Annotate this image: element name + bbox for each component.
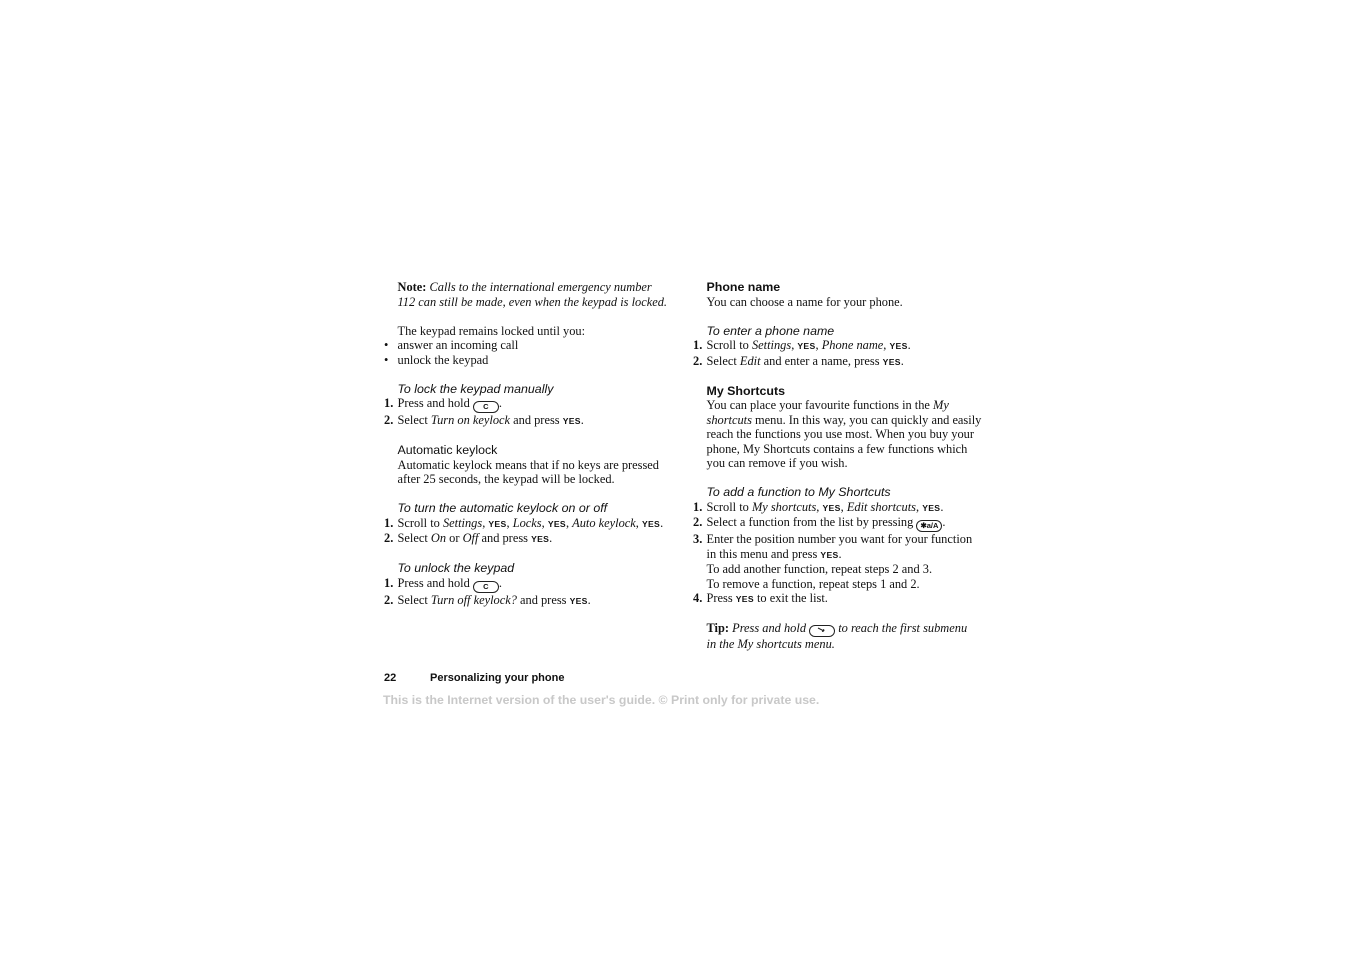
step: 2. Select Turn on keylock and press YES. — [384, 413, 584, 427]
list-item: • answer an incoming call — [384, 338, 519, 352]
add-function-heading: To add a function to My Shortcuts — [706, 485, 891, 499]
lock-manual-heading: To lock the keypad manually — [397, 381, 554, 396]
step: 1. Press and hold C . — [384, 575, 502, 591]
star-key-icon: ✱a/A — [916, 520, 942, 532]
step: 1. Scroll to My shortcuts, YES, Edit shortcuts, YES. — [693, 499, 944, 514]
step: 4. Press YES to exit the list. — [693, 591, 828, 605]
c-key-icon: C — [473, 581, 499, 593]
step: 1. Press and hold C . — [384, 396, 502, 411]
step: 1. Scroll to Settings, YES, Phone name, YES. — [693, 338, 911, 352]
section-title: Personalizing your phone — [430, 672, 565, 684]
step: 2. Select On or Off and press YES. — [384, 531, 553, 545]
page-number: 22 — [384, 672, 397, 684]
tip: Tip: Press and hold to reach the first submenu — [706, 621, 968, 635]
turn-auto-heading: To turn the automatic keylock on or off — [397, 501, 608, 515]
c-key-icon: C — [473, 401, 499, 413]
locked-intro: The keypad remains locked until you: — [397, 323, 586, 338]
left-column: Note: Calls to the international emergency number 112 can still be made, even when the keypad is locked. The keypad remains locked until you: • answer an incoming call • unlock the keypad To lock the keypad manually 1. Press and hold C . 2. Select Turn on keylock and press YES. Automatic keylock Automatic keylock means that if no keys are pressed after 25 seconds, the keypad will be locked. To turn the automatic keylock on or off 1. Scroll to Settings, YES, Locks, YES, Auto keylock, YES. 2. Select On or Off and press YES. To unlock the keypad 1. Press and hold C . 2. Select Turn off keylock? and press YES. — [384, 280, 684, 608]
list-item: • unlock the keypad — [384, 352, 489, 367]
enter-name-heading: To enter a phone name — [706, 323, 835, 338]
shortcuts-heading: My Shortcuts — [706, 383, 785, 398]
step: 2. Select Turn off keylock? and press YES. — [384, 592, 591, 607]
navigation-key-icon — [809, 625, 835, 637]
note: Note: Calls to the international emergency number — [397, 280, 652, 294]
watermark: This is the Internet version of the user's guide. © Print only for private use. — [383, 693, 820, 707]
step: 2. Select a function from the list by pressing ✱a/A . — [693, 515, 946, 530]
phone-name-heading: Phone name — [706, 280, 781, 294]
step: 3. Enter the position number you want for your function — [693, 532, 973, 546]
right-column: Phone name You can choose a name for your phone. To enter a phone name 1. Scroll to Settings, YES, Phone name, YES. 2. Select Edit and enter a name, press YES. My Shortcuts You can place your favourite functions in the My shortcuts menu. In this way, you can quickly and easily reach the functions you use most. When you buy your phone, My Shortcuts contains a few functions which you can remove if you wish. To add a function to My Shortcuts 1. Scroll to My shortcuts, YES, Edit shortcuts, YES. 2. Select a function from the list by pressing ✱a/A . 3. Enter the position number you want for your function in this menu and press YES. To add another function, repeat steps 2 and 3. To remove a function, repeat steps 1 and 2. 4. Press YES to exit the list. Tip: Press and hold to reach the first submenu in the My shortcuts menu. — [693, 280, 993, 652]
step: 2. Select Edit and enter a name, press YES. — [693, 353, 904, 368]
unlock-heading: To unlock the keypad — [397, 561, 515, 575]
step: 1. Scroll to Settings, YES, Locks, YES, Auto keylock, YES. — [384, 515, 664, 530]
auto-keylock-heading: Automatic keylock — [397, 443, 498, 457]
